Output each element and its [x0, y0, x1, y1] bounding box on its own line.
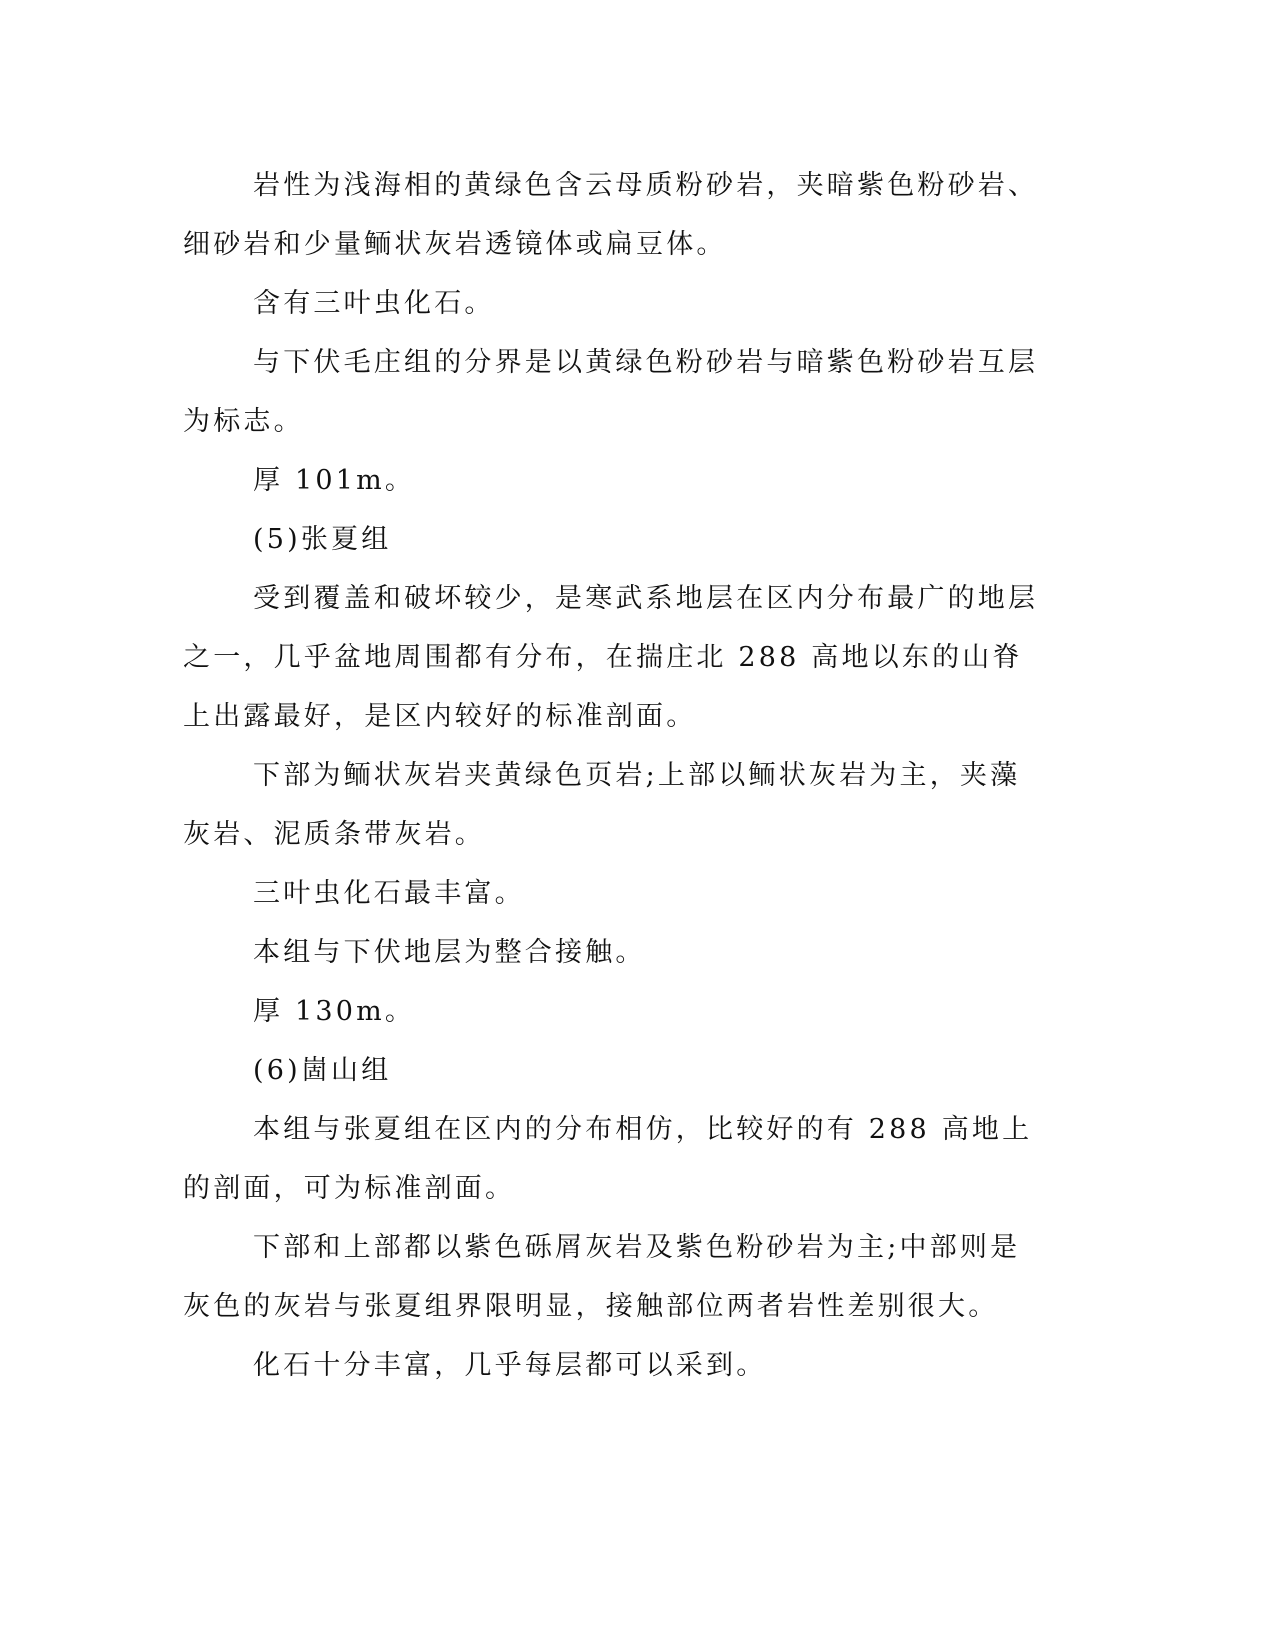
paragraph-boundary-maozhuang: 与下伏毛庄组的分界是以黄绿色粉砂岩与暗紫色粉砂岩互层为标志。 — [183, 347, 1039, 437]
paragraph-zhangxia-distribution: 受到覆盖和破坏较少，是寒武系地层在区内分布最广的地层之一，几乎盆地周围都有分布，在揣庄北 288 高地以东的山脊上出露最好，是区内较好的标准剖面。 — [183, 583, 1039, 732]
paragraph-zhangxia-fossils: 三叶虫化石最丰富。 — [253, 878, 525, 909]
paragraph-trilobite-fossils: 含有三叶虫化石。 — [253, 288, 495, 319]
paragraph-gushan-distribution: 本组与张夏组在区内的分布相仿，比较好的有 288 高地上的剖面，可为标准剖面。 — [183, 1114, 1033, 1204]
paragraph-thickness-101m: 厚 101m。 — [253, 465, 416, 496]
paragraph-thickness-130m: 厚 130m。 — [253, 996, 416, 1027]
paragraph-gushan-lithology: 下部和上部都以紫色砾屑灰岩及紫色粉砂岩为主;中部则是灰色的灰岩与张夏组界限明显，接触部位两者岩性差别很大。 — [183, 1232, 1021, 1322]
heading-zhangxia-formation: (5)张夏组 — [253, 524, 392, 555]
document-body — [183, 156, 1043, 1395]
paragraph-zhangxia-lithology: 下部为鲕状灰岩夹黄绿色页岩;上部以鲕状灰岩为主，夹藻灰岩、泥质条带灰岩。 — [183, 760, 1021, 850]
paragraph-gushan-fossils: 化石十分丰富，几乎每层都可以采到。 — [253, 1350, 767, 1381]
heading-gushan-formation: (6)崮山组 — [253, 1055, 392, 1086]
paragraph-lithology: 岩性为浅海相的黄绿色含云母质粉砂岩，夹暗紫色粉砂岩、细砂岩和少量鲕状灰岩透镜体或扁豆体。 — [183, 170, 1039, 260]
paragraph-zhangxia-contact: 本组与下伏地层为整合接触。 — [253, 937, 646, 968]
